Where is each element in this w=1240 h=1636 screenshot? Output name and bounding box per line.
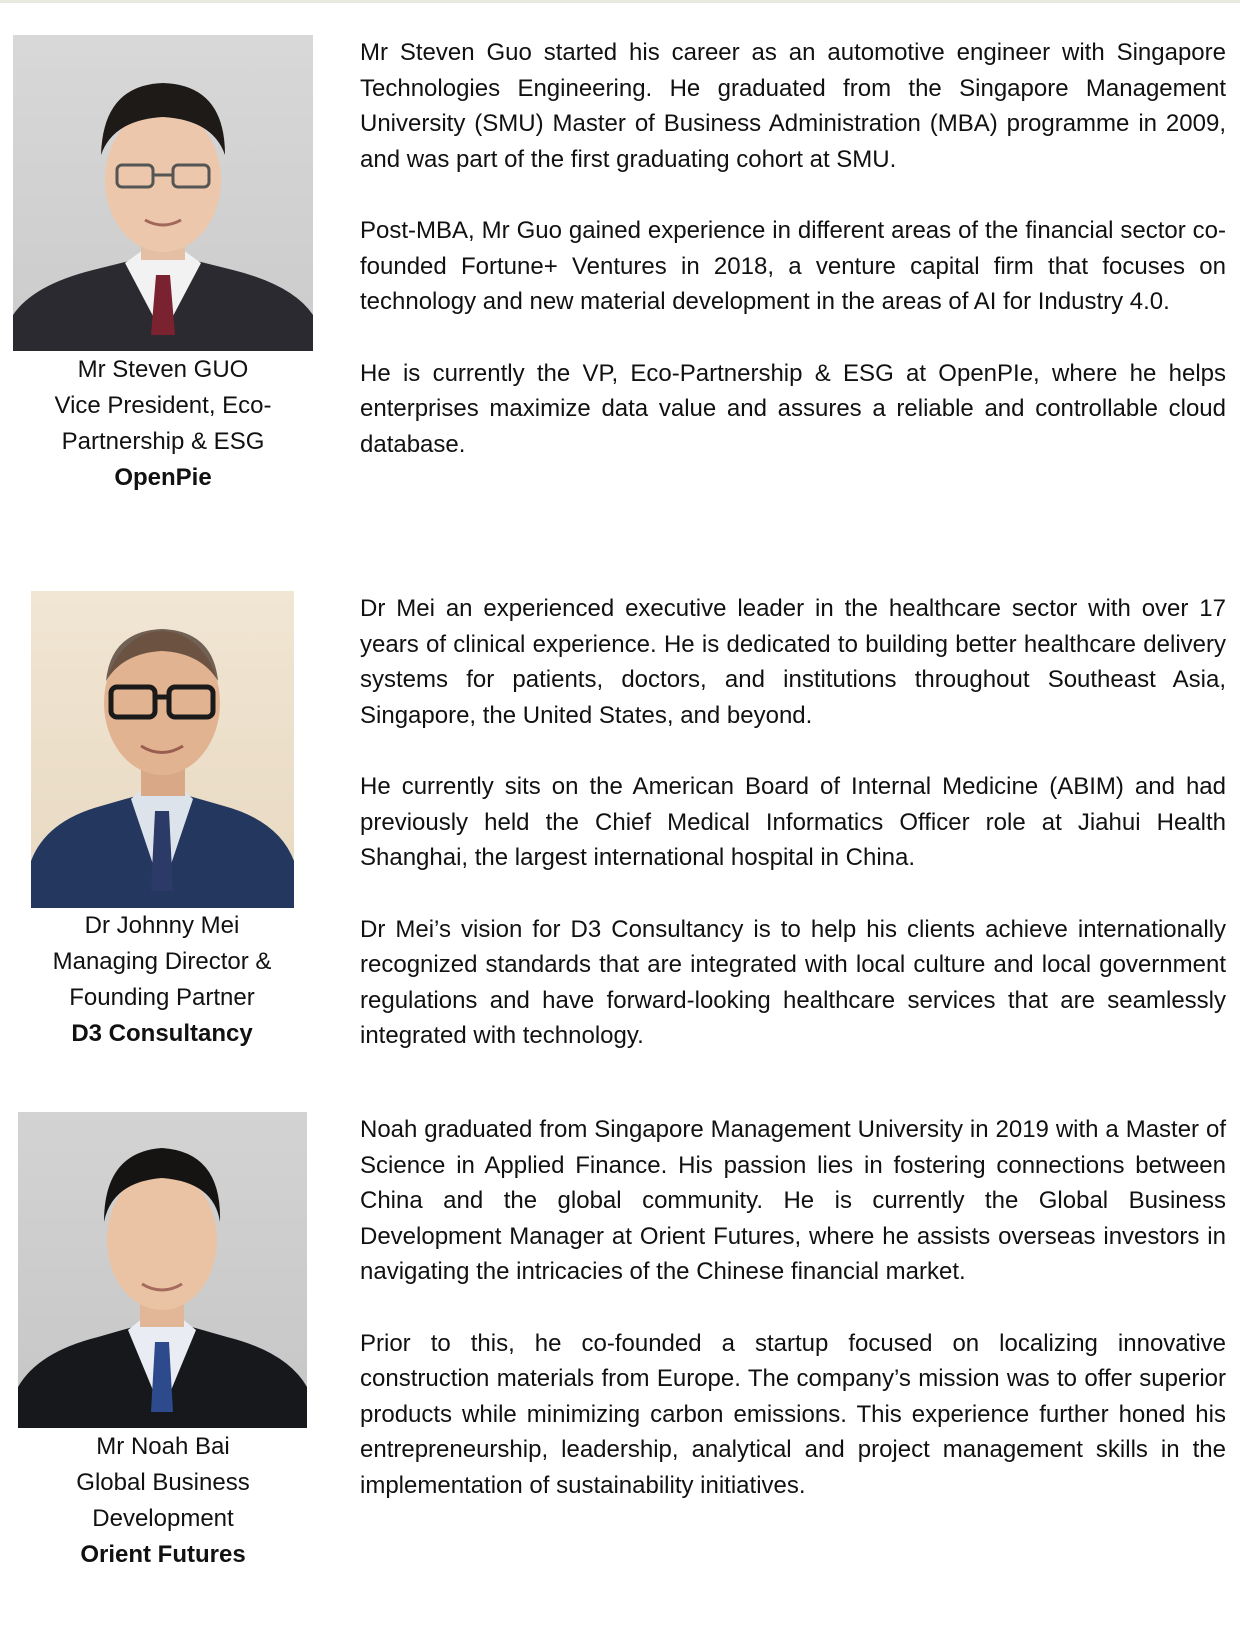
portrait-guo-icon [13,35,313,351]
speaker-title: Global Business [76,1469,250,1496]
bio-guo [360,35,1226,498]
speaker-name: Mr Noah Bai [96,1433,230,1460]
bio-paragraph: Noah graduated from Singapore Management University in 2019 with a Master of Science in Applied Finance. His passion lies in fostering connections between China and the global community. He is currently the Global Business Development Manager at Orient Futures, where he assists overseas investors in navigating the intricacies of the Chinese financial market. [360,1116,1226,1285]
speaker-title: Vice President, Eco- [54,392,272,419]
speaker-photo-bai [18,1112,307,1428]
caption-mei [17,908,307,1052]
bio-paragraph: Prior to this, he co-founded a startup focused on localizing innovative construction materials from Europe. The company’s mission was to offer superior products while minimizing carbon emissions. This experience further honed his entrepreneurship, leadership, analytical and project management skills in the implementation of sustainability initiatives. [360,1329,1226,1499]
bio-paragraph: Dr Mei an experienced executive leader in the healthcare sector with over 17 years of clinical experience. He is dedicated to building better healthcare delivery systems for patients, doctors, and institutions throughout Southeast Asia, Singapore, the United States, and beyond. [360,595,1226,729]
bio-bai [360,1112,1226,1539]
caption-bai [13,1429,313,1573]
page-top-rule [0,0,1240,3]
bio-paragraph: Mr Steven Guo started his career as an automotive engineer with Singapore Technologies Engineering. He graduated from the Singapore Management University (SMU) Master of Business Administration (MBA) programme in 2009, and was part of the first graduating cohort at SMU. [360,39,1226,173]
speaker-title: Partnership & ESG [61,428,265,455]
speaker-title: Founding Partner [69,984,255,1011]
bio-paragraph: Post-MBA, Mr Guo gained experience in different areas of the financial sector co-founded Fortune+ Ventures in 2018, a venture capital firm that focuses on technology and new material development in the areas of AI for Industry 4.0. [360,217,1226,315]
bio-paragraph: He currently sits on the American Board of Internal Medicine (ABIM) and had previously held the Chief Medical Informatics Officer role at Jiahui Health Shanghai, the largest international hospital in China. [360,773,1226,871]
speaker-organization: Orient Futures [80,1541,246,1568]
portrait-bai-icon [18,1112,307,1428]
speaker-organization: D3 Consultancy [71,1020,253,1047]
portrait-mei-icon [31,591,294,908]
caption-guo [13,352,313,496]
bio-paragraph: Dr Mei’s vision for D3 Consultancy is to help his clients achieve internationally recognized standards that are integrated with local culture and local government regulations and have forward-looking healthcare services that are seamlessly integrated with technology. [360,915,1226,1049]
speaker-organization: OpenPie [114,464,212,491]
speaker-photo-guo [13,35,313,351]
speaker-name: Dr Johnny Mei [84,912,240,939]
speaker-photo-mei [31,591,294,908]
bio-mei [360,591,1226,1090]
speaker-title: Managing Director & [52,948,272,975]
speaker-name: Mr Steven GUO [77,356,249,383]
speaker-title: Development [92,1505,234,1532]
bio-paragraph: He is currently the VP, Eco-Partnership & ESG at OpenPIe, where he helps enterprises maximize data value and assures a reliable and controllable cloud database. [360,359,1226,458]
